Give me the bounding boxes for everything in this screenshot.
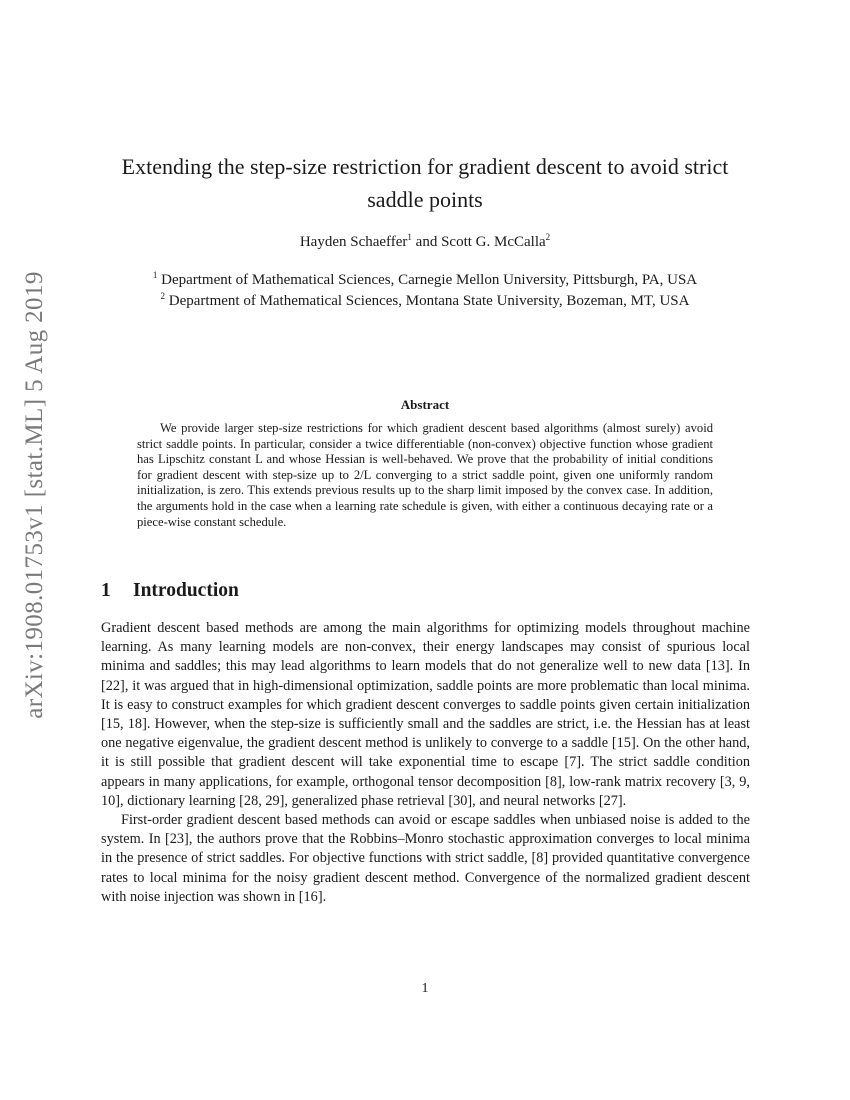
author-conjunction: and (415, 234, 438, 250)
affiliation-text: Department of Mathematical Sciences, Montana State University, Bozeman, MT, USA (168, 293, 690, 309)
abstract-heading: Abstract (400, 397, 450, 412)
arxiv-identifier-text: arXiv:1908.01753v1 [stat.ML] 5 Aug 2019 (21, 271, 49, 719)
affiliation-text: Department of Mathematical Sciences, Carnegie Mellon University, Pittsburgh, PA, USA (161, 272, 698, 288)
page-number: 1 (421, 981, 429, 996)
affiliation-mark: 2 (160, 291, 166, 301)
paper-title: Extending the step-size restriction for gradient descent to avoid strict saddle points (121, 154, 729, 212)
abstract-text: We provide larger step-size restrictions for which gradient descent based algorithms (almost surely) avoid strict saddle points. In particular, consider a twice differentiable (non-convex) objective function whose gradient has Lipschitz constant L and whose Hessian is well-behaved. We prove that the probability of initial conditions for gradient descent with step-size up to 2/L converging to a strict saddle point, given one uniformly random initialization, is zero. This extends previous results up to the sharp limit imposed by the convex case. In addition, the arguments hold in the case when a learning rate schedule is given, with either a continuous decaying rate or a piece-wise constant schedule. (137, 421, 713, 529)
section-title: Introduction (133, 580, 239, 601)
author-name: Hayden Schaeffer (299, 234, 408, 250)
affiliation-list (80, 270, 770, 312)
body-paragraph: Gradient descent based methods are among the main algorithms for optimizing models throughout machine learning. As many learning models are non-convex, their energy landscapes may consist of spurious local minima and saddles; this may lead algorithms to learn models that do not generalize well to new data [13]. In [22], it was argued that in high-dimensional optimization, saddle points are more problematic than local minima. It is easy to construct examples for which gradient descent converges to saddle points given certain initialization [15, 18]. However, when the step-size is sufficiently small and the saddles are strict, i.e. the Hessian has at least one negative eigenvalue, the gradient descent method is unlikely to converge to a saddle [15]. On the other hand, it is still possible that gradient descent will take exponential time to escape [7]. The strict saddle condition appears in many applications, for example, orthogonal tensor decomposition [8], low-rank matrix recovery [3, 9, 10], dictionary learning [28, 29], generalized phase retrieval [30], and neural networks [27]. (101, 620, 750, 809)
affiliation-mark: 1 (407, 232, 412, 242)
affiliation-mark: 2 (545, 232, 551, 242)
affiliation-line (80, 291, 770, 312)
section-heading (101, 580, 239, 602)
affiliation-line (80, 270, 770, 291)
arxiv-identifier-stamp (10, 260, 60, 730)
section-number: 1 (101, 580, 111, 601)
author-list (100, 234, 750, 251)
author-name: Scott G. McCalla (441, 234, 546, 250)
affiliation-mark: 1 (152, 270, 158, 280)
body-paragraph: First-order gradient descent based methods can avoid or escape saddles when unbiased noise is added to the system. In [23], the authors prove that the Robbins–Monro stochastic approximation converges to local minima in the presence of strict saddles. For objective functions with strict saddle, [8] provided quantitative convergence rates to local minima for the noisy gradient descent method. Convergence of the normalized gradient descent with noise injection was shown in [16]. (101, 812, 750, 905)
introduction-body (101, 619, 750, 907)
